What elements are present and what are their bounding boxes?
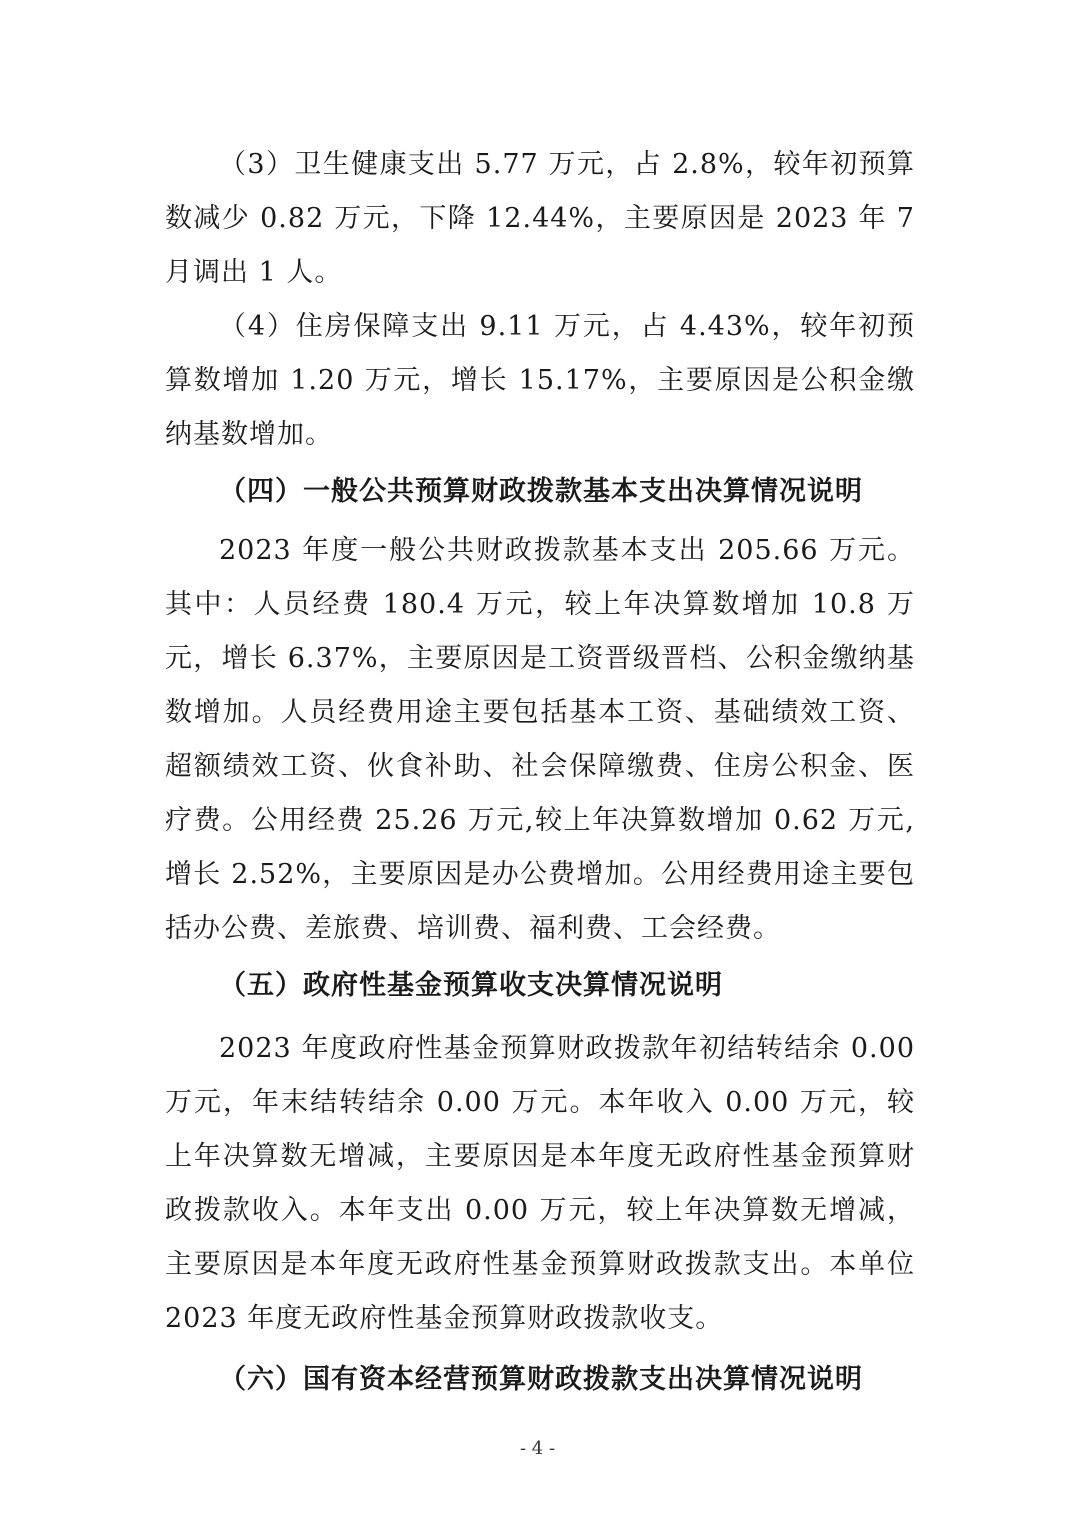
paragraph-basic-expenditure: 2023 年度一般公共财政拨款基本支出 205.66 万元。其中：人员经费 180.4 万元，较上年决算数增加 10.8 万元，增长 6.37%，主要原因是工资晋级晋档、公积金缴纳基数增加。人员经费用途主要包括基本工资、基础绩效工资、超额绩效工资、伙食补助、社会保障缴费、住房公积金、医疗费。公用经费 25.26 万元,较上年决算数增加 0.62 万元,增长 2.52%，主要原因是办公费增加。公用经费用途主要包括办公费、差旅费、培训费、福利费、工会经费。 (165, 535, 915, 944)
paragraph-government-fund: 2023 年度政府性基金预算财政拨款年初结转结余 0.00 万元，年末结转结余 0.00 万元。本年收入 0.00 万元，较上年决算数无增减，主要原因是本年度无政府性基金预算财政拨款收入。本年支出 0.00 万元，较上年决算数无增减，主要原因是本年度无政府性基金预算财政拨款支出。本单位 2023 年度无政府性基金预算财政拨款收支。 (165, 1033, 915, 1334)
page-number: - 4 - (519, 1438, 556, 1459)
paragraph-housing-expenditure: （4）住房保障支出 9.11 万元，占 4.43%，较年初预算数增加 1.20 万元，增长 15.17%，主要原因是公积金缴纳基数增加。 (165, 311, 915, 450)
page-content (165, 138, 915, 1408)
section-heading-government-fund: （五）政府性基金预算收支决算情况说明 (219, 970, 723, 1001)
section-heading-state-capital: （六）国有资本经营预算财政拨款支出决算情况说明 (219, 1364, 863, 1395)
section-heading-basic-expenditure: （四）一般公共预算财政拨款基本支出决算情况说明 (219, 476, 863, 507)
paragraph-health-expenditure: （3）卫生健康支出 5.77 万元，占 2.8%，较年初预算数减少 0.82 万元，下降 12.44%，主要原因是 2023 年 7 月调出 1 人。 (165, 149, 915, 288)
